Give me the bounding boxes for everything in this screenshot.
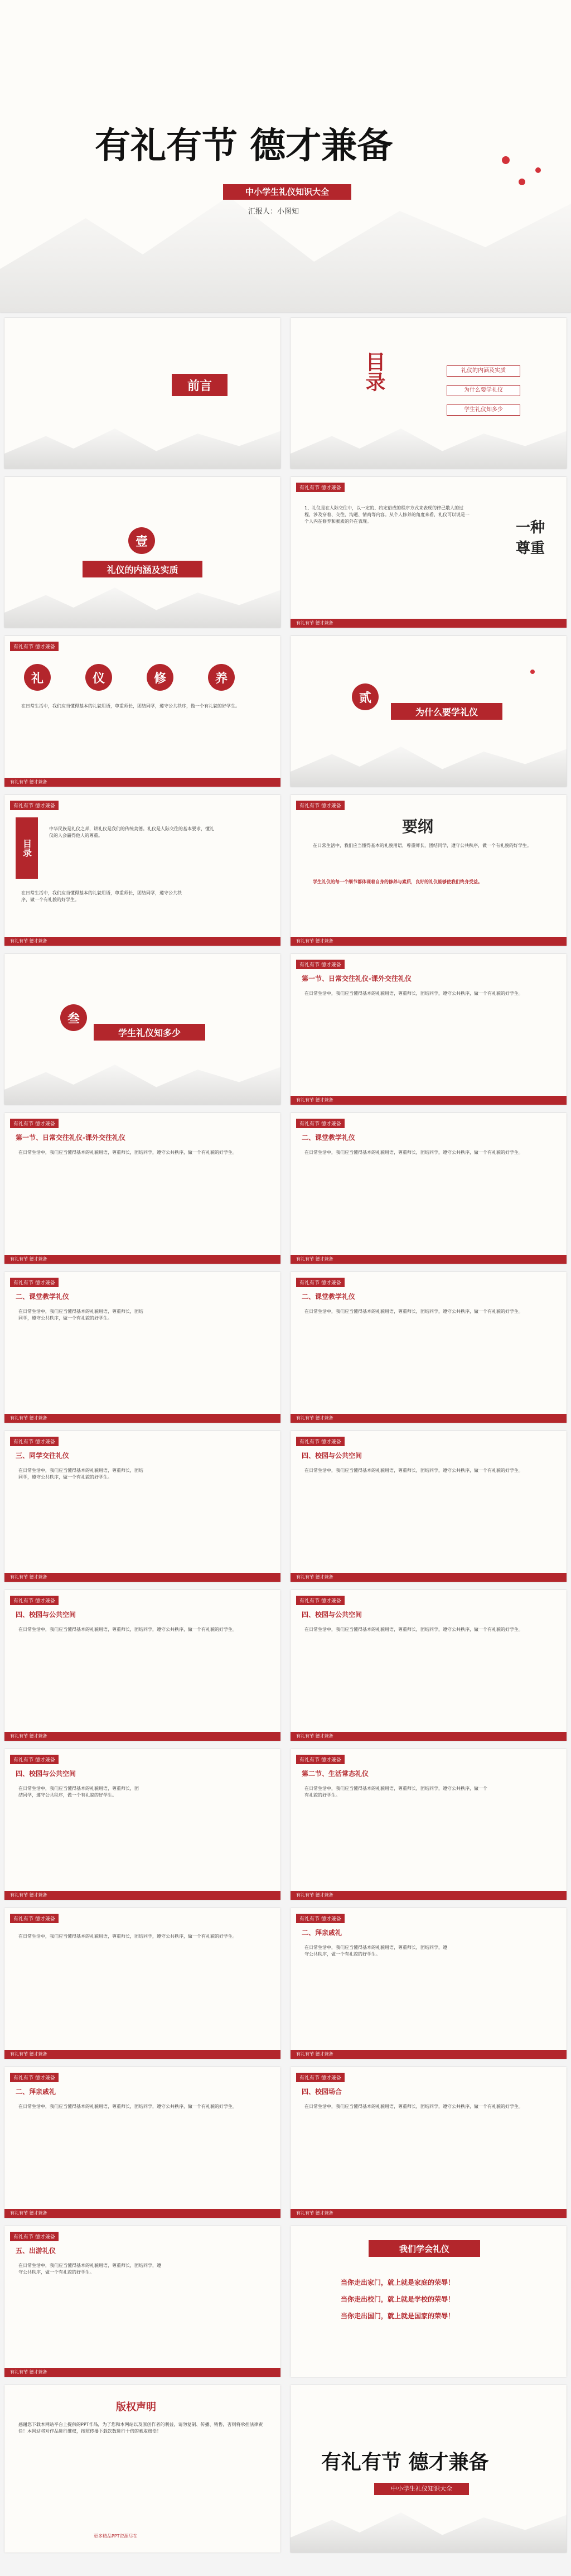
section-tag: 有礼有节 德才兼备 xyxy=(10,1119,59,1128)
section-title: 三、同学交往礼仪 xyxy=(16,1452,70,1460)
mountain-backdrop xyxy=(4,418,280,469)
section-title: 第二节、生活常态礼仪 xyxy=(302,1770,369,1778)
section-tag: 有礼有节 德才兼备 xyxy=(10,1914,59,1923)
section-slide xyxy=(4,1113,280,1264)
footer-bar: 有礼有节 德才兼备 xyxy=(4,1255,280,1264)
copyright-slide xyxy=(4,2385,280,2553)
footer-bar: 有礼有节 德才兼备 xyxy=(4,2368,280,2377)
plum-blossom xyxy=(535,167,541,173)
section-title: 四、校园与公共空间 xyxy=(302,1452,362,1460)
char-circle: 礼 xyxy=(24,664,51,691)
body-text: 在日常生活中，我们应当懂得基本的礼貌用语，尊重师长，团结同学，遵守公共秩序，做一个有礼貌的好学生。 xyxy=(18,1786,139,1798)
body-text: 在日常生活中，我们应当懂得基本的礼貌用语，尊重师长，团结同学，遵守公共秩序，做一个有礼貌的好学生。 xyxy=(304,991,523,996)
section-tag: 有礼有节 德才兼备 xyxy=(10,1437,59,1446)
highlight-text: 学生礼仪的每一个细节都体现着自身的修养与素质，良好的礼仪能够使我们终身受益。 xyxy=(313,879,482,884)
section-tag: 有礼有节 德才兼备 xyxy=(296,2073,345,2082)
section-slide xyxy=(291,1431,567,1582)
part2-slide xyxy=(291,636,567,787)
outline-item[interactable]: 为什么要学礼仪 xyxy=(447,385,520,396)
section-slide xyxy=(291,1590,567,1741)
section-tag: 有礼有节 德才兼备 xyxy=(296,1755,345,1764)
section-title: 二、课堂教学礼仪 xyxy=(302,1134,356,1142)
preface-slide xyxy=(4,318,280,469)
body-text: 在日常生活中，我们应当懂得基本的礼貌用语，尊重师长，团结同学，遵守公共秩序，做一个有礼貌的好学生。 xyxy=(18,1627,237,1632)
slogan-line: 当你走出国门，就上就是国家的荣辱！ xyxy=(341,2312,455,2320)
footer-bar: 有礼有节 德才兼备 xyxy=(291,1891,567,1900)
body-text: 1、礼仪是在人际交往中，以一定的、约定俗成的程序方式来表现的律己敬人的过程，涉及穿着、交往、沟通、情商等内容。从个人修养的角度来看，礼仪可以说是一个人内在修养和素质的外在表现。 xyxy=(304,505,470,524)
section-title: 五、出游礼仪 xyxy=(16,2247,56,2255)
cover-title: 有礼有节 德才兼备 xyxy=(95,125,393,167)
section-title: 四、校园场合 xyxy=(302,2088,342,2096)
section-tag: 有礼有节 德才兼备 xyxy=(296,801,345,810)
footer-bar: 有礼有节 德才兼备 xyxy=(291,1414,567,1423)
cover-subtitle: 中小学生礼仪知识大全 xyxy=(223,184,351,200)
footer-bar: 有礼有节 德才兼备 xyxy=(291,619,567,628)
slogan-title: 我们学会礼仪 xyxy=(369,2240,480,2257)
mountain-backdrop xyxy=(4,1055,280,1105)
outline-text-slide xyxy=(291,795,567,946)
end-title: 有礼有节 德才兼备 xyxy=(321,2450,489,2474)
mountain-backdrop xyxy=(291,736,567,787)
section-title: 第一节、日常交往礼仪-课外交往礼仪 xyxy=(16,1134,125,1142)
footer-bar: 有礼有节 德才兼备 xyxy=(4,2209,280,2218)
body-text: 在日常生活中，我们应当懂得基本的礼貌用语，尊重师长，团结同学，遵守公共秩序，做一个有礼貌的好学生。 xyxy=(304,1945,447,1957)
section-title: 二、拜亲戚礼 xyxy=(302,1929,342,1937)
footer-bar: 有礼有节 德才兼备 xyxy=(291,2209,567,2218)
section-tag: 有礼有节 德才兼备 xyxy=(10,1596,59,1605)
slogan-line: 当你走出校门，就上就是学校的荣辱！ xyxy=(341,2295,455,2303)
footer-bar: 有礼有节 德才兼备 xyxy=(291,1732,567,1741)
footer-bar: 有礼有节 德才兼备 xyxy=(4,937,280,946)
section-slide xyxy=(291,954,567,1105)
mountain-backdrop xyxy=(4,577,280,628)
footer-bar: 有礼有节 德才兼备 xyxy=(4,1573,280,1582)
part-number: 贰 xyxy=(352,683,379,710)
section-tag: 有礼有节 德才兼备 xyxy=(296,1119,345,1128)
section-title: 第一节、日常交往礼仪-课外交往礼仪 xyxy=(302,975,412,983)
part-number: 壹 xyxy=(128,527,155,554)
body-text: 在日常生活中，我们应当懂得基本的礼貌用语，尊重师长，团结同学，遵守公共秩序，做一个有礼貌的好学生。 xyxy=(304,1786,487,1798)
char-circle: 修 xyxy=(147,664,173,691)
section-slide xyxy=(4,1908,280,2059)
footer-bar: 有礼有节 德才兼备 xyxy=(4,1891,280,1900)
section-title: 四、校园与公共空间 xyxy=(302,1611,362,1619)
footer-bar: 有礼有节 德才兼备 xyxy=(4,2050,280,2059)
footer-bar: 有礼有节 德才兼备 xyxy=(291,1573,567,1582)
section-title: 二、课堂教学礼仪 xyxy=(302,1293,356,1301)
footer-bar: 有礼有节 德才兼备 xyxy=(291,1255,567,1264)
body-text: 在日常生活中，我们应当懂得基本的礼貌用语，尊重师长，团结同学，遵守公共秩序，做一个有礼貌的好学生。 xyxy=(304,1627,523,1632)
char-circle: 养 xyxy=(208,664,235,691)
plum-blossom xyxy=(530,670,535,674)
plum-blossom xyxy=(519,179,525,185)
copyright-title: 版权声明 xyxy=(116,2401,156,2413)
section-title: 二、拜亲戚礼 xyxy=(16,2088,56,2096)
part-title: 礼仪的内涵及实质 xyxy=(83,561,202,577)
section-slide xyxy=(291,2067,567,2218)
body-text: 在日常生活中，我们应当懂得基本的礼貌用语，尊重师长，团结同学，遵守公共秩序，做一个有礼貌的好学生。 xyxy=(18,2104,237,2109)
body-text: 在日常生活中，我们应当懂得基本的礼貌用语，尊重师长，团结同学，遵守公共秩序，做一个有礼貌的好学生。 xyxy=(18,1468,143,1480)
footer-bar: 有礼有节 德才兼备 xyxy=(291,937,567,946)
body-text: 在日常生活中，我们应当懂得基本的礼貌用语，尊重师长，团结同学，遵守公共秩序，做一个有礼貌的好学生。 xyxy=(313,843,531,848)
outline-item[interactable]: 学生礼仪知多少 xyxy=(447,405,520,416)
section-title: 二、课堂教学礼仪 xyxy=(16,1293,70,1301)
mountain-backdrop xyxy=(291,2502,567,2553)
body-text: 在日常生活中，我们应当懂得基本的礼貌用语，尊重师长，团结同学，遵守公共秩序，做一个有礼貌的好学生。 xyxy=(21,890,182,902)
reason-slide xyxy=(4,795,280,946)
section-slide xyxy=(291,1908,567,2059)
body-text: 在日常生活中，我们应当懂得基本的礼貌用语，尊重师长，团结同学，遵守公共秩序，做一个有礼貌的好学生。 xyxy=(304,1309,523,1314)
slogan-line: 当你走出家门，就上就是家庭的荣辱！ xyxy=(341,2279,455,2286)
footer-bar: 有礼有节 德才兼备 xyxy=(4,778,280,787)
part-title: 为什么要学礼仪 xyxy=(391,703,502,720)
section-tag: 有礼有节 德才兼备 xyxy=(296,483,345,492)
footer-bar: 有礼有节 德才兼备 xyxy=(291,2050,567,2059)
slogan-slide xyxy=(291,2226,567,2377)
section-slide xyxy=(4,1272,280,1423)
outline-title: 目录 xyxy=(362,352,386,392)
slide-title: 要纲 xyxy=(402,817,434,836)
part3-slide xyxy=(4,954,280,1105)
section-tag: 有礼有节 德才兼备 xyxy=(296,1596,345,1605)
body-text: 在日常生活中，我们应当懂得基本的礼貌用语，尊重师长，团结同学，遵守公共秩序，做一个有礼貌的好学生。 xyxy=(304,2104,523,2109)
section-slide xyxy=(291,1113,567,1264)
body-text: 在日常生活中，我们应当懂得基本的礼貌用语，尊重师长，团结同学，遵守公共秩序，做一个有礼貌的好学生。 xyxy=(18,1150,237,1155)
outline-slide xyxy=(291,318,567,469)
end-subtitle: 中小学生礼仪知识大全 xyxy=(374,2483,469,2495)
body-text: 在日常生活中，我们应当懂得基本的礼貌用语，尊重师长，团结同学，遵守公共秩序，做一个有礼貌的好学生。 xyxy=(18,1309,143,1321)
section-tag: 有礼有节 德才兼备 xyxy=(296,960,345,969)
section-tag: 有礼有节 德才兼备 xyxy=(10,642,59,651)
body-text: 在日常生活中，我们应当懂得基本的礼貌用语，尊重师长，团结同学，遵守公共秩序，做一个有礼貌的好学生。 xyxy=(18,2263,161,2275)
mountain-backdrop xyxy=(291,418,567,469)
footer-bar: 有礼有节 德才兼备 xyxy=(291,1096,567,1105)
section-tag: 有礼有节 德才兼备 xyxy=(10,1755,59,1764)
section-tag: 有礼有节 德才兼备 xyxy=(296,1914,345,1923)
section-tag: 有礼有节 德才兼备 xyxy=(10,2232,59,2241)
section-tag: 有礼有节 德才兼备 xyxy=(296,1278,345,1287)
body-text: 在日常生活中，我们应当懂得基本的礼貌用语，尊重师长，团结同学，遵守公共秩序，做一个有礼貌的好学生。 xyxy=(21,704,240,709)
part-title: 学生礼仪知多少 xyxy=(94,1024,205,1041)
section-tag: 有礼有节 德才兼备 xyxy=(296,1437,345,1446)
footer-bar: 有礼有节 德才兼备 xyxy=(4,1732,280,1741)
section-slide xyxy=(4,1590,280,1741)
section-tag: 有礼有节 德才兼备 xyxy=(10,1278,59,1287)
section-title: 四、校园与公共空间 xyxy=(16,1611,76,1619)
section-tag: 有礼有节 德才兼备 xyxy=(10,2073,59,2082)
cover-reporter: 汇报人：小图知 xyxy=(248,208,299,216)
meaning-slide xyxy=(291,477,567,628)
body-text: 在日常生活中，我们应当懂得基本的礼貌用语，尊重师长，团结同学，遵守公共秩序，做一个有礼貌的好学生。 xyxy=(304,1150,523,1155)
section-slide xyxy=(4,2067,280,2218)
side-label: 目录 xyxy=(16,817,38,879)
section-tag: 有礼有节 德才兼备 xyxy=(10,801,59,810)
section-slide xyxy=(291,1272,567,1423)
section-slide xyxy=(4,1749,280,1900)
body-text: 中华民族是礼仪之邦，讲礼仪是我们的传统美德。礼仪是人际交往的基本要求，懂礼仪的人会赢得他人的尊重。 xyxy=(49,826,214,838)
preface-title: 前言 xyxy=(172,374,228,396)
body-text: 在日常生活中，我们应当懂得基本的礼貌用语，尊重师长，团结同学，遵守公共秩序，做一个有礼貌的好学生。 xyxy=(304,1468,523,1473)
section-slide xyxy=(4,1431,280,1582)
outline-item[interactable]: 礼仪的内涵及实质 xyxy=(447,365,520,377)
end-slide xyxy=(291,2385,567,2553)
side-title: 一种 尊重 xyxy=(515,519,545,557)
plum-blossom xyxy=(502,156,510,164)
part-number: 叁 xyxy=(60,1004,87,1031)
part1-slide xyxy=(4,477,280,628)
copyright-text: 感谢您下载本网站平台上提供的PPT作品，为了您和本网站以及原创作者的利益，请勿复制、传播、销售，否则将承担法律责任！本网站将对作品进行维权，按照传播下载次数进行十倍的索取赔偿！ xyxy=(18,2422,263,2434)
char-circle: 仪 xyxy=(85,664,112,691)
cover-slide xyxy=(0,0,571,312)
section-slide xyxy=(4,2226,280,2377)
copyright-footer: 更多精品PPT资源尽在 xyxy=(94,2534,138,2539)
section-title: 四、校园与公共空间 xyxy=(16,1770,76,1778)
footer-bar: 有礼有节 德才兼备 xyxy=(4,1414,280,1423)
section-slide xyxy=(291,1749,567,1900)
chars-slide xyxy=(4,636,280,787)
body-text: 在日常生活中，我们应当懂得基本的礼貌用语，尊重师长，团结同学，遵守公共秩序，做一个有礼貌的好学生。 xyxy=(18,1934,237,1939)
